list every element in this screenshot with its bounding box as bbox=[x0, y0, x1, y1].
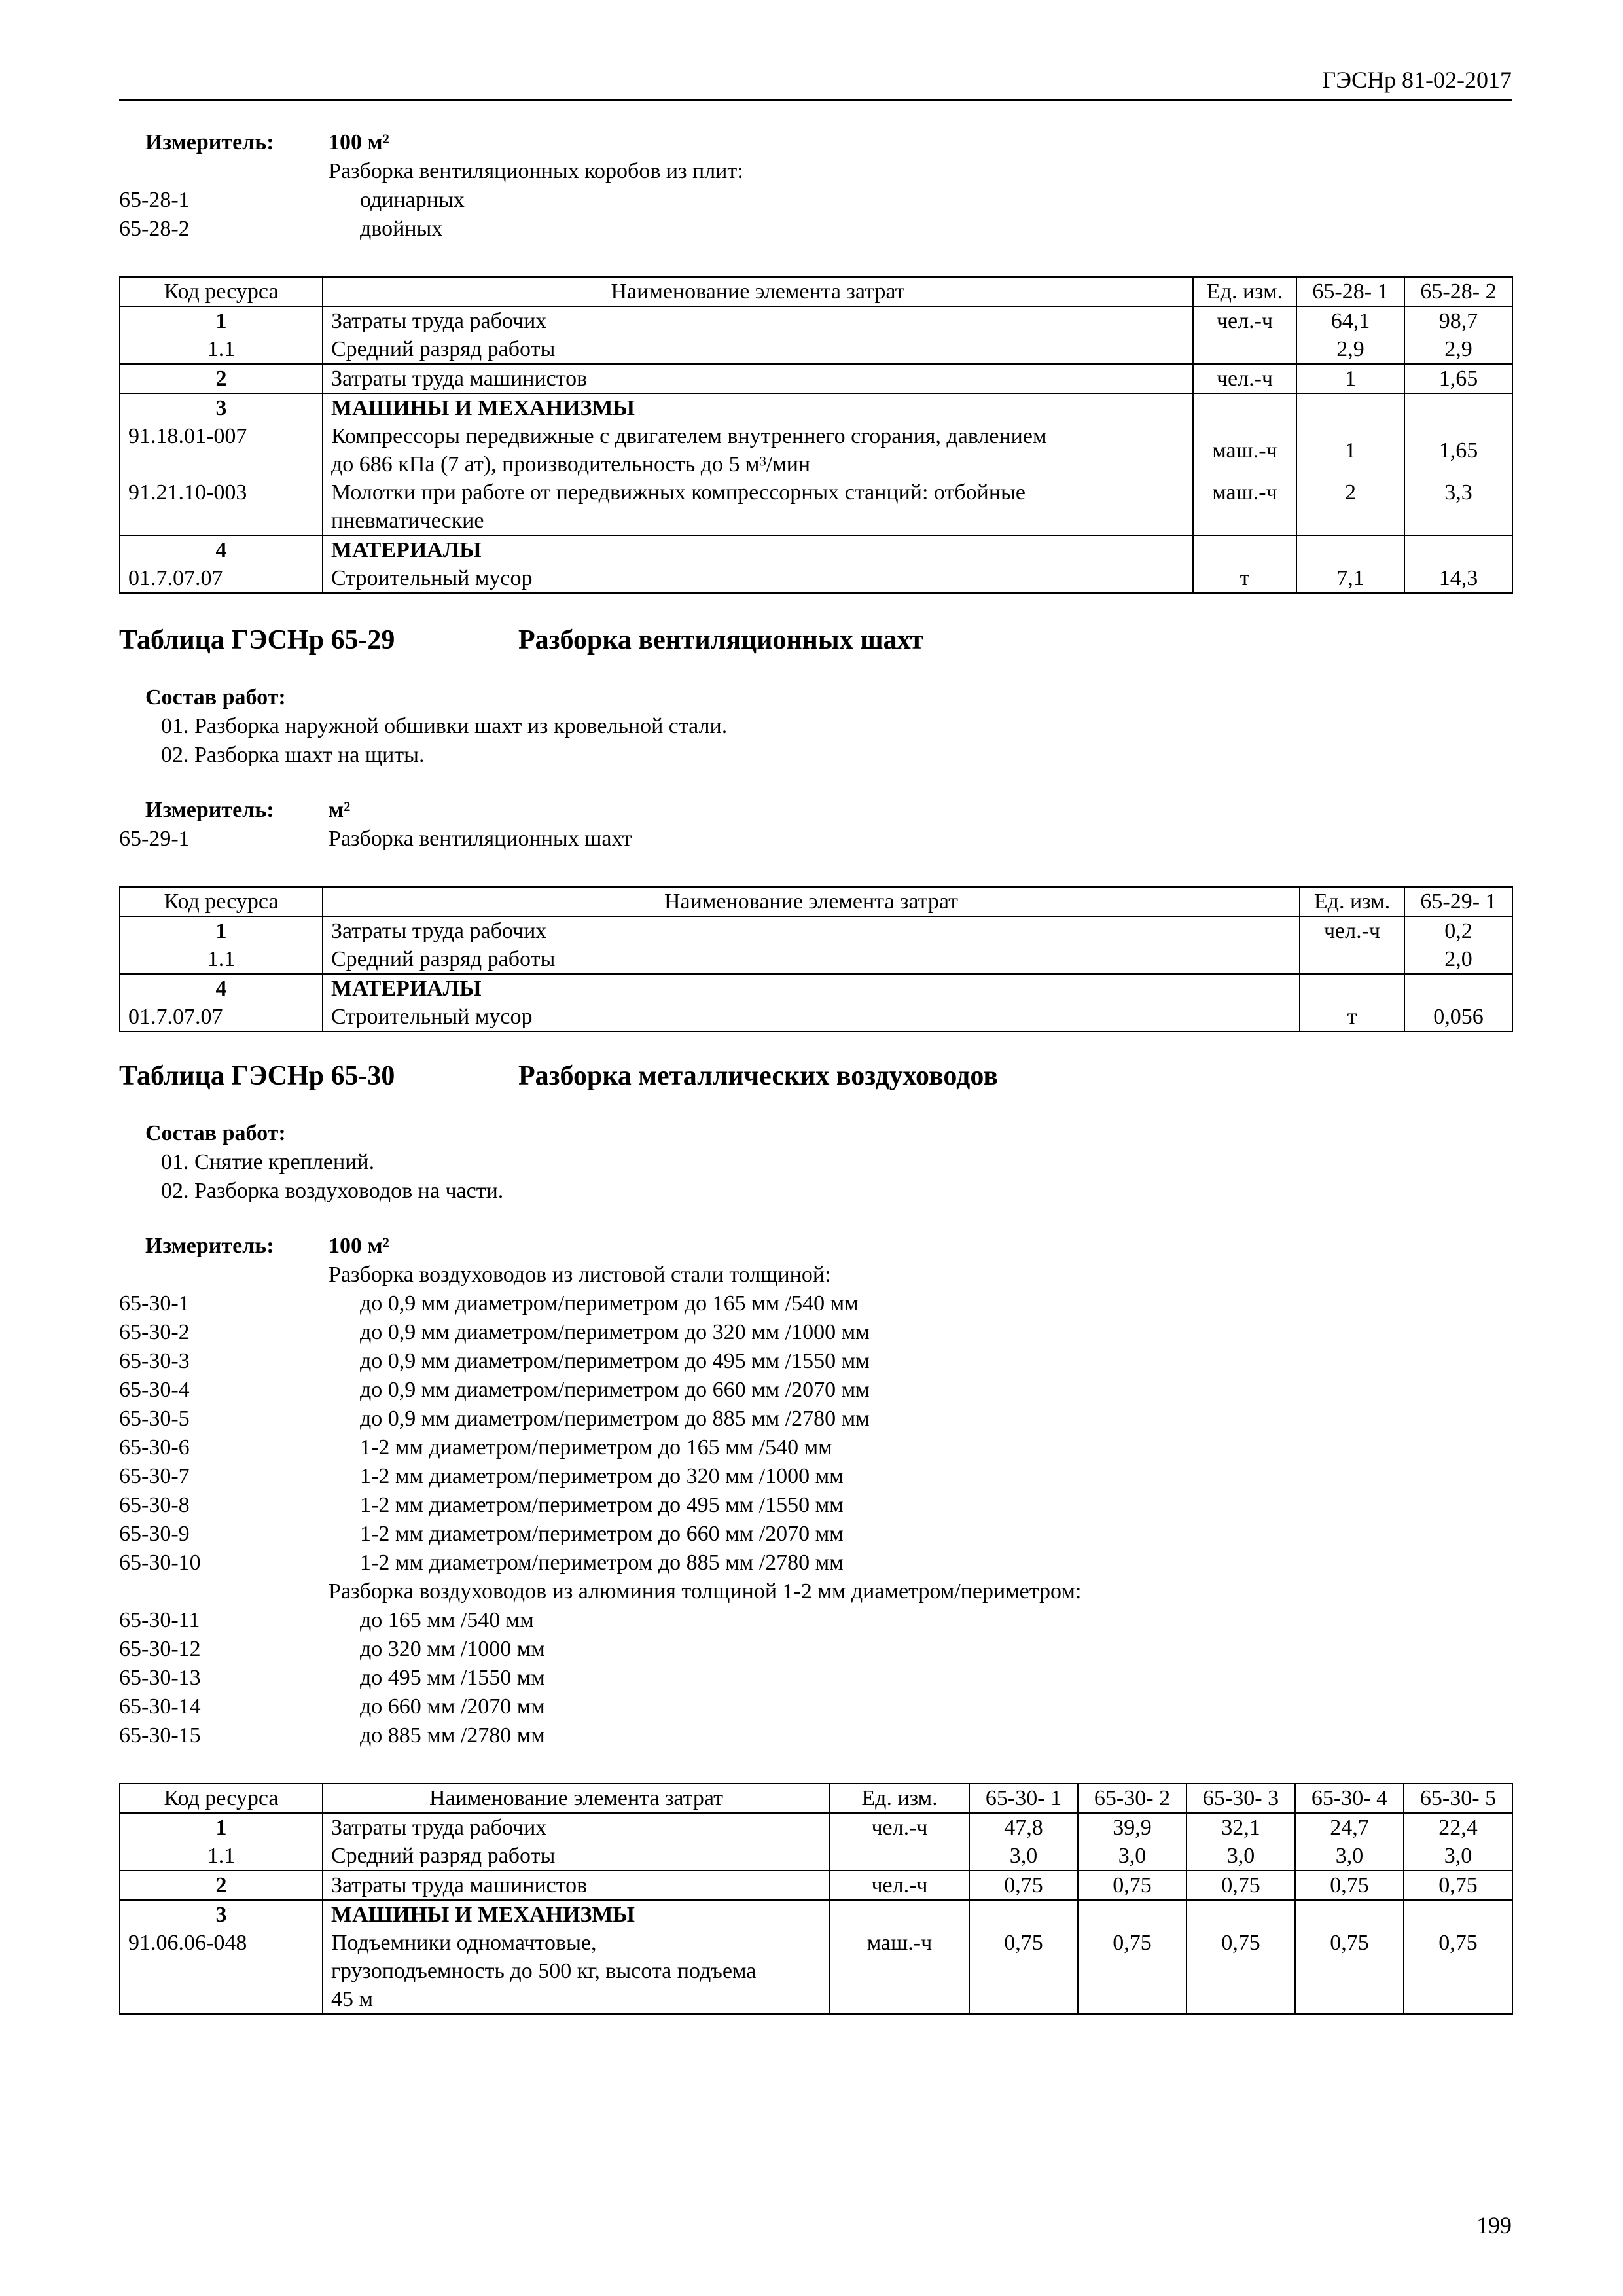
meter-label: Измеритель: bbox=[145, 130, 274, 154]
norm-text: двойных bbox=[360, 217, 443, 241]
code-line: 65-30-2 до 0,9 мм диаметром/периметром до 320 мм /1000 мм bbox=[119, 1320, 870, 1344]
code-line: 65-30-8 1-2 мм диаметром/периметром до 495 мм /1550 мм bbox=[119, 1493, 844, 1517]
table-number: Таблица ГЭСНр 65-30 bbox=[119, 1061, 395, 1091]
code-line: 65-30-13 до 495 мм /1550 мм bbox=[119, 1666, 545, 1690]
table-row: 91.18.01-007 Компрессоры передвижные с двигателем внутреннего сгорания, давлением до 686 кПа (7 ат), производительность до 5 м³/мин маш.-ч 1 1,65 bbox=[120, 422, 1512, 478]
table-row: 1 Затраты труда рабочих чел.-ч 47,8 39,9 32,1 24,7 22,4 bbox=[120, 1813, 1512, 1842]
meter-value: 100 м² bbox=[329, 1234, 389, 1258]
table-row: 2 Затраты труда машинистов чел.-ч 0,75 0,75 0,75 0,75 0,75 bbox=[120, 1871, 1512, 1900]
code-line: 65-30-12 до 320 мм /1000 мм bbox=[119, 1637, 545, 1661]
table-row: 1 Затраты труда рабочих чел.-ч 0,2 bbox=[120, 916, 1512, 945]
table-number: Таблица ГЭСНр 65-29 bbox=[119, 625, 395, 655]
code-line: 65-30-7 1-2 мм диаметром/периметром до 320 мм /1000 мм bbox=[119, 1464, 844, 1488]
composition-label: Состав работ: bbox=[145, 1121, 286, 1145]
code-line: 65-30-15 до 885 мм /2780 мм bbox=[119, 1723, 545, 1748]
code-line: 65-30-4 до 0,9 мм диаметром/периметром до 660 мм /2070 мм bbox=[119, 1378, 870, 1402]
composition-item: 02. Разборка воздуховодов на части. bbox=[161, 1179, 504, 1203]
meter-value: м² bbox=[329, 798, 351, 822]
composition-item: 02. Разборка шахт на щиты. bbox=[161, 743, 425, 767]
composition-label: Состав работ: bbox=[145, 685, 286, 709]
table-row: 91.06.06-048 Подъемники одномачтовые, грузоподъемность до 500 кг, высота подъема 45 м маш.-ч 0,75 0,75 0,75 0,75 0,75 bbox=[120, 1929, 1512, 2014]
norm-code: 65-28-2 bbox=[119, 217, 190, 241]
table-header-row bbox=[120, 277, 1512, 306]
resource-table-65-29 bbox=[119, 886, 1513, 1032]
meter-row bbox=[119, 128, 1512, 157]
resource-table-65-28 bbox=[119, 276, 1513, 594]
header-cell: Код ресурса bbox=[120, 277, 323, 306]
doc-code: ГЭСНр 81-02-2017 bbox=[1322, 67, 1512, 93]
code-line bbox=[119, 215, 1512, 243]
section-65-30 bbox=[119, 1059, 1512, 2015]
section-65-29 bbox=[119, 623, 1512, 1032]
table-name: Разборка металлических воздуховодов bbox=[518, 1061, 999, 1091]
resource-table-65-30 bbox=[119, 1783, 1513, 2015]
code-line: 65-30-14 до 660 мм /2070 мм bbox=[119, 1695, 545, 1719]
norm-code: 65-28-1 bbox=[119, 188, 190, 212]
table-row: 4 МАТЕРИАЛЫ bbox=[120, 974, 1512, 1003]
table-row: 1.1 Средний разряд работы 3,0 3,0 3,0 3,0 3,0 bbox=[120, 1842, 1512, 1871]
table-title bbox=[119, 1059, 1512, 1093]
code-line: 65-30-11 до 165 мм /540 мм bbox=[119, 1608, 534, 1632]
page-number: 199 bbox=[1476, 2212, 1512, 2238]
code-list-steel bbox=[119, 1289, 1512, 1577]
table-row: 4 МАТЕРИАЛЫ bbox=[120, 535, 1512, 564]
composition-item: 01. Разборка наружной обшивки шахт из кровельной стали. bbox=[161, 714, 728, 738]
section-65-28 bbox=[119, 128, 1512, 594]
work-description: Разборка воздуховодов из алюминия толщиной 1-2 мм диаметром/периметром: bbox=[329, 1579, 1082, 1604]
header-cell: Ед. изм. bbox=[1193, 277, 1296, 306]
norm-code: 65-29-1 bbox=[119, 827, 190, 851]
code-line: 65-30-5 до 0,9 мм диаметром/периметром до 885 мм /2780 мм bbox=[119, 1407, 870, 1431]
norm-text: одинарных bbox=[360, 188, 465, 212]
work-description: Разборка вентиляционных коробов из плит: bbox=[329, 159, 743, 183]
table-row: 01.7.07.07 Строительный мусор т 0,056 bbox=[120, 1003, 1512, 1031]
meter-row bbox=[119, 796, 1512, 825]
meter-value: 100 м² bbox=[329, 130, 389, 154]
header-cell: 65-28- 1 bbox=[1296, 277, 1404, 306]
table-header-row: Код ресурса Наименование элемента затрат Ед. изм. 65-29- 1 bbox=[120, 887, 1512, 916]
table-row: 3 МАШИНЫ И МЕХАНИЗМЫ bbox=[120, 393, 1512, 422]
table-row: 1.1 Средний разряд работы 2,0 bbox=[120, 945, 1512, 974]
work-composition bbox=[119, 1119, 1512, 1206]
code-line: 65-30-1 до 0,9 мм диаметром/периметром до 165 мм /540 мм bbox=[119, 1291, 859, 1316]
table-header-row: Код ресурса Наименование элемента затрат Ед. изм. 65-30- 1 65-30- 2 65-30- 3 65-30- 4 65-30- 5 bbox=[120, 1784, 1512, 1813]
table-row: 1 Затраты труда рабочих чел.-ч 64,1 98,7 bbox=[120, 306, 1512, 335]
table-row: 91.21.10-003 Молотки при работе от передвижных компрессорных станций: отбойные пневматические маш.-ч 2 3,3 bbox=[120, 478, 1512, 535]
code-line: 65-30-10 1-2 мм диаметром/периметром до 885 мм /2780 мм bbox=[119, 1551, 844, 1575]
code-line: 65-30-3 до 0,9 мм диаметром/периметром до 495 мм /1550 мм bbox=[119, 1349, 870, 1373]
work-composition bbox=[119, 683, 1512, 770]
code-line bbox=[119, 825, 1512, 853]
table-row: 01.7.07.07 Строительный мусор т 7,1 14,3 bbox=[120, 564, 1512, 593]
table-name: Разборка вентиляционных шахт bbox=[518, 625, 924, 655]
header-cell: 65-28- 2 bbox=[1404, 277, 1512, 306]
norm-text: Разборка вентиляционных шахт bbox=[329, 827, 632, 851]
header-cell: Наименование элемента затрат bbox=[323, 277, 1193, 306]
meter-label: Измеритель: bbox=[145, 798, 274, 822]
table-title bbox=[119, 623, 1512, 657]
table-row: 1.1 Средний разряд работы 2,9 2,9 bbox=[120, 335, 1512, 364]
meter-label: Измеритель: bbox=[145, 1234, 274, 1258]
table-row: 3 МАШИНЫ И МЕХАНИЗМЫ bbox=[120, 1900, 1512, 1929]
code-line bbox=[119, 186, 1512, 215]
code-line: 65-30-9 1-2 мм диаметром/периметром до 660 мм /2070 мм bbox=[119, 1522, 844, 1546]
meter-row bbox=[119, 1232, 1512, 1261]
page-header bbox=[119, 65, 1512, 101]
code-list-aluminium bbox=[119, 1606, 1512, 1750]
work-description: Разборка воздуховодов из листовой стали толщиной: bbox=[329, 1263, 831, 1287]
table-row: 2 Затраты труда машинистов чел.-ч 1 1,65 bbox=[120, 364, 1512, 393]
composition-item: 01. Снятие креплений. bbox=[161, 1150, 375, 1174]
code-line: 65-30-6 1-2 мм диаметром/периметром до 165 мм /540 мм bbox=[119, 1435, 832, 1460]
